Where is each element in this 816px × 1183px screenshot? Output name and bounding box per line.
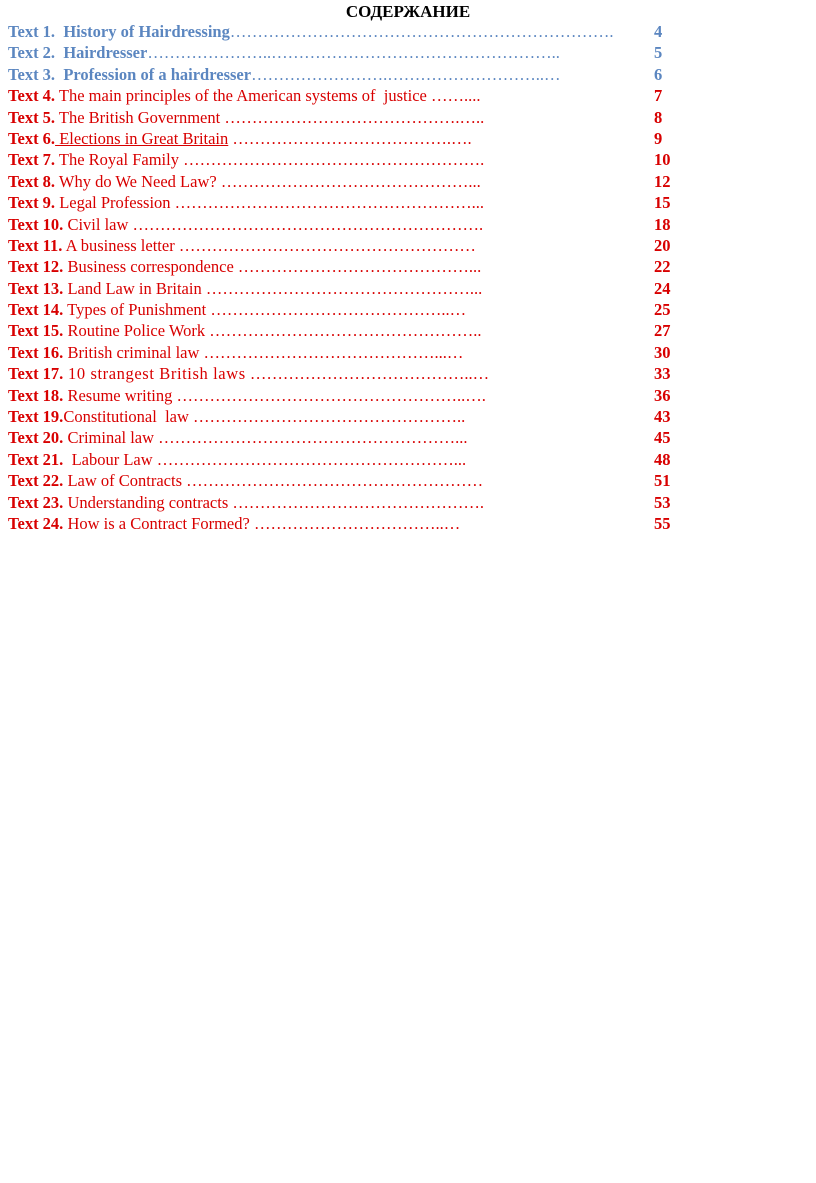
- toc-entry-number: Text 7.: [8, 150, 56, 170]
- toc-page-number: 8: [654, 107, 663, 127]
- toc-entry-number: Text 6.: [8, 128, 56, 148]
- toc-dot-leader: ………………………………………………...: [152, 449, 467, 469]
- table-of-contents: [8, 21, 688, 534]
- toc-dot-leader: ………………………………………………: [174, 235, 476, 255]
- toc-entry[interactable]: [8, 320, 688, 341]
- toc-entry-text: [8, 406, 465, 427]
- toc-entry-title[interactable]: 10 strangest British laws: [63, 364, 246, 384]
- toc-entry[interactable]: [8, 192, 688, 213]
- toc-entry[interactable]: [8, 406, 688, 427]
- toc-entry-text: [8, 171, 481, 192]
- toc-entry-number: Text 11.: [8, 235, 63, 255]
- toc-dot-leader: …………………………………………..: [205, 321, 482, 341]
- toc-entry-number: Text 23.: [8, 492, 64, 512]
- toc-entry[interactable]: [8, 449, 688, 470]
- toc-entry-number: Text 2.: [8, 43, 56, 63]
- toc-entry-title[interactable]: Hairdresser: [55, 43, 148, 63]
- toc-entry-text: [8, 107, 484, 128]
- toc-entry-number: Text 18.: [8, 385, 64, 405]
- toc-dot-leader: ……………………………………..…: [206, 300, 467, 320]
- toc-page-number: 6: [654, 64, 663, 84]
- page-title: СОДЕРЖАНИЕ: [345, 2, 471, 21]
- toc-entry-text: [8, 385, 486, 406]
- toc-page-number: 10: [654, 150, 671, 170]
- toc-page-number: 27: [654, 321, 671, 341]
- toc-entry-text: [8, 235, 476, 256]
- toc-entry[interactable]: [8, 21, 688, 42]
- toc-entry-title[interactable]: History of Hairdressing: [55, 22, 230, 41]
- toc-entry-text: [8, 128, 472, 149]
- toc-entry[interactable]: [8, 299, 688, 320]
- toc-page-number: 25: [654, 300, 671, 320]
- toc-entry[interactable]: [8, 427, 688, 448]
- toc-dot-leader: ………………………………………………: [182, 471, 484, 491]
- toc-entry-title[interactable]: Law of Contracts: [63, 471, 182, 491]
- toc-entry-title[interactable]: Criminal law: [63, 428, 155, 448]
- toc-entry-title[interactable]: Elections in Great Britain: [55, 128, 229, 148]
- toc-entry-text: [8, 64, 560, 85]
- toc-entry-number: Text 10.: [8, 214, 64, 234]
- toc-entry[interactable]: [8, 278, 688, 299]
- toc-entry-text: [8, 21, 613, 42]
- toc-entry-title[interactable]: The British Government: [55, 107, 221, 127]
- toc-entry-number: Text 20.: [8, 428, 64, 448]
- toc-page-number: 20: [654, 235, 671, 255]
- toc-entry-title[interactable]: The main principles of the American systems of justice: [55, 86, 427, 106]
- toc-dot-leader: …………………………………………...: [201, 278, 483, 298]
- toc-dot-leader: ……....: [426, 86, 481, 106]
- toc-entry-number: Text 12.: [8, 257, 64, 277]
- toc-dot-leader: …………………………………..…: [245, 364, 490, 384]
- toc-page-number: 30: [654, 342, 671, 362]
- toc-entry-title[interactable]: Routine Police Work: [63, 321, 206, 341]
- toc-page-number: 22: [654, 257, 671, 277]
- toc-entry-text: [8, 513, 460, 534]
- toc-entry-number: Text 1.: [8, 22, 56, 41]
- toc-entry-number: Text 9.: [8, 193, 56, 213]
- toc-entry-title[interactable]: Constitutional law: [63, 407, 189, 427]
- toc-entry-title[interactable]: Labour Law: [63, 449, 153, 469]
- toc-entry-text: [8, 320, 482, 341]
- toc-entry-text: [8, 427, 468, 448]
- toc-dot-leader: ……………………………………...…: [199, 342, 464, 362]
- toc-entry[interactable]: [8, 492, 688, 513]
- toc-page-number: 36: [654, 385, 671, 405]
- toc-entry[interactable]: [8, 342, 688, 363]
- toc-entry-number: Text 13.: [8, 278, 64, 298]
- toc-entry-text: [8, 85, 480, 106]
- toc-entry-text: [8, 470, 483, 491]
- toc-page-number: 18: [654, 214, 671, 234]
- toc-entry[interactable]: [8, 513, 688, 534]
- toc-entry[interactable]: [8, 171, 688, 192]
- toc-entry-text: [8, 492, 484, 513]
- toc-entry-title[interactable]: Understanding contracts: [63, 492, 229, 512]
- toc-entry-title[interactable]: A business letter: [62, 235, 175, 255]
- toc-entry-text: [8, 149, 484, 170]
- toc-entry[interactable]: [8, 470, 688, 491]
- toc-dot-leader: ……………………………………………………….: [128, 214, 484, 234]
- toc-entry-title[interactable]: Civil law: [63, 214, 129, 234]
- toc-dot-leader: ……………………………..…: [249, 513, 461, 533]
- toc-dot-leader: ……………………………………………….: [178, 150, 485, 170]
- toc-entry-title[interactable]: British criminal law: [63, 342, 200, 362]
- toc-page-number: 53: [654, 492, 671, 512]
- toc-entry-title[interactable]: Resume writing: [63, 385, 173, 405]
- toc-entry-text: [8, 449, 466, 470]
- toc-entry-text: [8, 42, 560, 63]
- toc-dot-leader: ………………………………………...: [216, 171, 481, 191]
- toc-page-number: 24: [654, 278, 671, 298]
- toc-dot-leader: …………………….………………………..…: [251, 64, 561, 84]
- toc-entry-number: Text 22.: [8, 471, 64, 491]
- toc-page-number: 9: [654, 128, 663, 148]
- toc-page-number: 55: [654, 513, 671, 533]
- toc-dot-leader: …………………………………………………………….: [229, 22, 614, 41]
- toc-entry-number: Text 14.: [8, 300, 64, 320]
- toc-entry-text: [8, 192, 484, 213]
- toc-dot-leader: ……………………………………….: [228, 492, 485, 512]
- toc-entry-number: Text 21.: [8, 449, 64, 469]
- toc-entry[interactable]: [8, 235, 688, 256]
- toc-dot-leader: ………………………………….….: [228, 128, 472, 148]
- toc-entry-title[interactable]: Types of Punishment: [63, 300, 207, 320]
- toc-page-number: 7: [654, 86, 663, 106]
- toc-entry-title[interactable]: Business correspondence: [63, 257, 234, 277]
- toc-page-number: 51: [654, 471, 671, 491]
- toc-dot-leader: ………………………………………………...: [154, 428, 468, 448]
- toc-dot-leader: …………………………………….…..: [220, 107, 485, 127]
- toc-entry-title[interactable]: Profession of a hairdresser: [55, 64, 252, 84]
- toc-entry-title[interactable]: Why do We Need Law?: [55, 171, 217, 191]
- toc-dot-leader: …………………..……………………………………………..: [147, 43, 560, 63]
- toc-page-number: 12: [654, 171, 671, 191]
- toc-page-number: 4: [654, 22, 663, 41]
- toc-entry[interactable]: [8, 214, 688, 235]
- toc-entry[interactable]: [8, 385, 688, 406]
- toc-entry-title[interactable]: Land Law in Britain: [63, 278, 202, 298]
- toc-entry-number: Text 3.: [8, 64, 56, 84]
- toc-entry-text: [8, 363, 489, 384]
- toc-entry[interactable]: [8, 42, 688, 63]
- toc-page-number: 15: [654, 193, 671, 213]
- toc-dot-leader: ……………………………………………..….: [172, 385, 486, 405]
- toc-entry-number: Text 16.: [8, 342, 64, 362]
- toc-entry-number: Text 5.: [8, 107, 56, 127]
- toc-entry-number: Text 8.: [8, 171, 56, 191]
- toc-entry[interactable]: [8, 128, 688, 149]
- toc-entry[interactable]: [8, 363, 688, 384]
- toc-entry[interactable]: [8, 107, 688, 128]
- toc-entry-title[interactable]: How is a Contract Formed?: [63, 513, 250, 533]
- toc-entry[interactable]: [8, 85, 688, 106]
- toc-entry-text: [8, 256, 481, 277]
- toc-page-number: 5: [654, 43, 663, 63]
- toc-entry-text: [8, 342, 463, 363]
- toc-page-number: 48: [654, 449, 671, 469]
- toc-page-number: 33: [654, 364, 671, 384]
- toc-dot-leader: ………………………………………………...: [170, 193, 485, 213]
- toc-entry-text: [8, 214, 483, 235]
- toc-page-number: 43: [654, 407, 671, 427]
- toc-entry-number: Text 17.: [8, 364, 64, 384]
- toc-dot-leader: …………………………………………..: [188, 407, 466, 427]
- toc-entry[interactable]: [8, 149, 688, 170]
- toc-entry-text: [8, 278, 482, 299]
- toc-entry-number: Text 4.: [8, 86, 56, 106]
- toc-entry[interactable]: [8, 64, 688, 85]
- toc-entry-number: Text 15.: [8, 321, 64, 341]
- toc-entry-text: [8, 299, 466, 320]
- toc-entry-title[interactable]: The Royal Family: [55, 150, 179, 170]
- toc-entry-title[interactable]: Legal Profession: [55, 193, 171, 213]
- toc-dot-leader: ……………………………………...: [233, 257, 482, 277]
- toc-entry-number: Text 24.: [8, 513, 64, 533]
- toc-entry[interactable]: [8, 256, 688, 277]
- toc-entry-number: Text 19.: [8, 407, 64, 427]
- toc-page-number: 45: [654, 428, 671, 448]
